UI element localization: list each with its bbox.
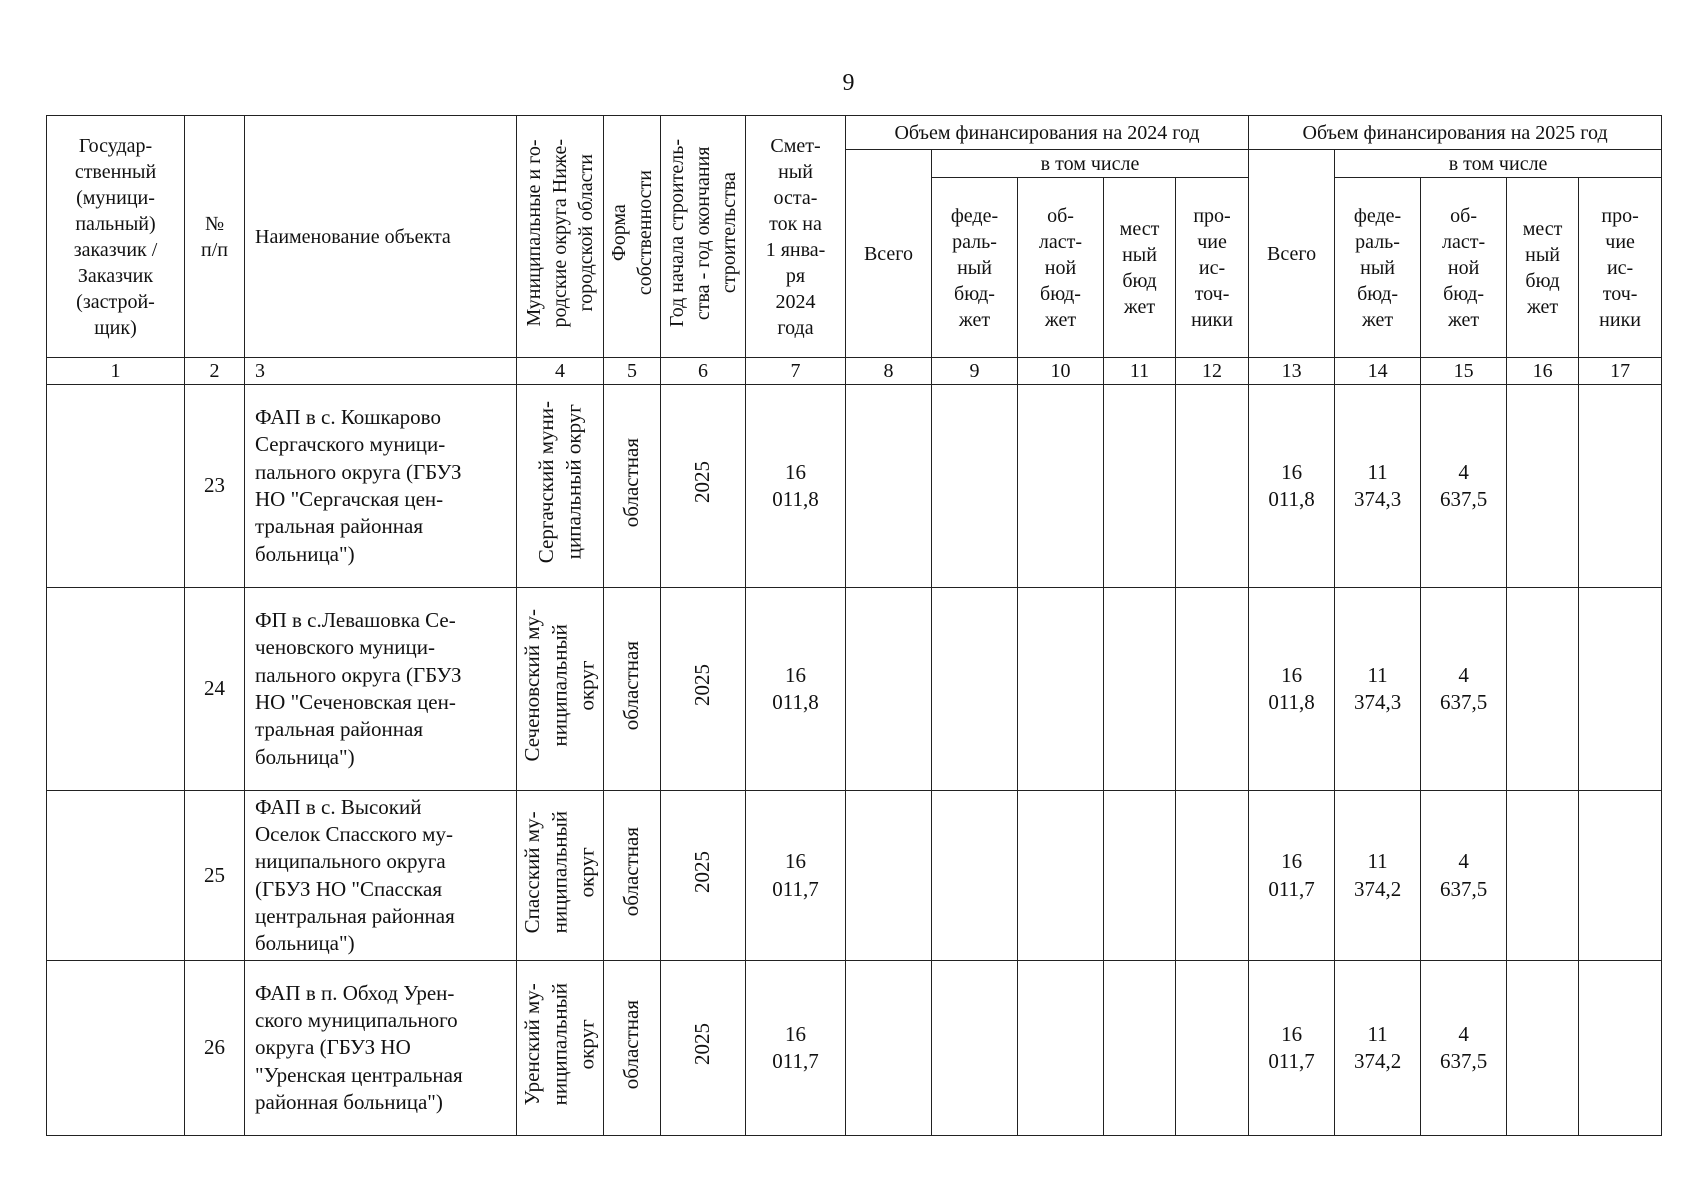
- header-district: Муниципальные и го- родские округа Ниже- городской области: [517, 116, 604, 358]
- district-cell: Спасский му- ниципальный округ: [517, 791, 604, 961]
- row-num-cell: 24: [185, 588, 245, 791]
- federal-2024-cell: [932, 385, 1018, 588]
- customer-cell: [47, 385, 185, 588]
- column-number-row: [47, 358, 1662, 385]
- row-num-cell: 25: [185, 791, 245, 961]
- column-number: 5: [604, 358, 661, 385]
- federal-2025-cell: 11 374,2: [1335, 791, 1421, 961]
- regional-2025-cell: 4 637,5: [1421, 961, 1507, 1136]
- regional-2025-cell: 4 637,5: [1421, 385, 1507, 588]
- column-number: 12: [1176, 358, 1249, 385]
- header-fin-2024: Объем финансирования на 2024 год: [846, 116, 1249, 150]
- page-number: 9: [842, 70, 855, 96]
- table-row: [47, 385, 1662, 588]
- total-2024-cell: [846, 791, 932, 961]
- column-number: 6: [661, 358, 746, 385]
- header-other-2024: про- чие ис- точ- ники: [1176, 178, 1249, 358]
- header-incl-2025: в том числе: [1335, 150, 1662, 178]
- column-number: 14: [1335, 358, 1421, 385]
- header-total-2024: Всего: [846, 150, 932, 358]
- other-2024-cell: [1176, 385, 1249, 588]
- ownership-cell: областная: [604, 791, 661, 961]
- district-cell: Уренский му- ниципальный округ: [517, 961, 604, 1136]
- local-2024-cell: [1104, 588, 1176, 791]
- estimate-cell: 16 011,7: [746, 961, 846, 1136]
- total-2024-cell: [846, 961, 932, 1136]
- customer-cell: [47, 961, 185, 1136]
- header-regional-2024: об- ласт- ной бюд- жет: [1018, 178, 1104, 358]
- year-cell: 2025: [661, 961, 746, 1136]
- table-row: [47, 961, 1662, 1136]
- header-other-2025: про- чие ис- точ- ники: [1579, 178, 1662, 358]
- ownership-cell: областная: [604, 385, 661, 588]
- column-number: 10: [1018, 358, 1104, 385]
- financing-table: [46, 115, 1662, 1136]
- local-2024-cell: [1104, 791, 1176, 961]
- header-fin-2025: Объем финансирования на 2025 год: [1249, 116, 1662, 150]
- regional-2025-cell: 4 637,5: [1421, 791, 1507, 961]
- column-number: 13: [1249, 358, 1335, 385]
- district-cell: Сеченовский му- ниципальный округ: [517, 588, 604, 791]
- total-2024-cell: [846, 588, 932, 791]
- regional-2024-cell: [1018, 385, 1104, 588]
- estimate-cell: 16 011,8: [746, 588, 846, 791]
- total-2025-cell: 16 011,7: [1249, 791, 1335, 961]
- header-total-2025: Всего: [1249, 150, 1335, 358]
- other-2025-cell: [1579, 791, 1662, 961]
- column-number: 9: [932, 358, 1018, 385]
- federal-2024-cell: [932, 791, 1018, 961]
- header-incl-2024: в том числе: [932, 150, 1249, 178]
- regional-2025-cell: 4 637,5: [1421, 588, 1507, 791]
- local-2025-cell: [1507, 385, 1579, 588]
- total-2025-cell: 16 011,7: [1249, 961, 1335, 1136]
- header-name: Наименование объекта: [245, 116, 517, 358]
- column-number: 8: [846, 358, 932, 385]
- regional-2024-cell: [1018, 588, 1104, 791]
- local-2024-cell: [1104, 385, 1176, 588]
- other-2024-cell: [1176, 961, 1249, 1136]
- other-2025-cell: [1579, 385, 1662, 588]
- local-2025-cell: [1507, 588, 1579, 791]
- local-2024-cell: [1104, 961, 1176, 1136]
- object-name-cell: ФАП в п. Обход Урен- ского муниципального округа (ГБУЗ НО "Уренская центральная районная больница"): [245, 961, 517, 1136]
- column-number: 7: [746, 358, 846, 385]
- other-2025-cell: [1579, 961, 1662, 1136]
- object-name-cell: ФП в с.Левашовка Се- ченовского муници- пального округа (ГБУЗ НО "Сеченовская цен- тральная районная больница"): [245, 588, 517, 791]
- total-2025-cell: 16 011,8: [1249, 385, 1335, 588]
- column-number: 3: [245, 358, 517, 385]
- local-2025-cell: [1507, 961, 1579, 1136]
- federal-2025-cell: 11 374,3: [1335, 385, 1421, 588]
- column-number: 17: [1579, 358, 1662, 385]
- district-cell: Сергачский муни- ципальный округ: [517, 385, 604, 588]
- header-estimate: Смет- ный оста- ток на 1 янва- ря 2024 года: [746, 116, 846, 358]
- table-row: [47, 588, 1662, 791]
- header-local-2025: мест ный бюд жет: [1507, 178, 1579, 358]
- other-2024-cell: [1176, 588, 1249, 791]
- column-number: 11: [1104, 358, 1176, 385]
- column-number: 1: [47, 358, 185, 385]
- regional-2024-cell: [1018, 961, 1104, 1136]
- header-years: Год начала строитель- ства - год окончания строительства: [661, 116, 746, 358]
- header-federal-2024: феде- раль- ный бюд- жет: [932, 178, 1018, 358]
- estimate-cell: 16 011,7: [746, 791, 846, 961]
- federal-2025-cell: 11 374,3: [1335, 588, 1421, 791]
- customer-cell: [47, 791, 185, 961]
- ownership-cell: областная: [604, 588, 661, 791]
- column-number: 15: [1421, 358, 1507, 385]
- total-2025-cell: 16 011,8: [1249, 588, 1335, 791]
- header-ownership: Форма собственности: [604, 116, 661, 358]
- other-2025-cell: [1579, 588, 1662, 791]
- object-name-cell: ФАП в с. Высокий Оселок Спасского му- ниципального округа (ГБУЗ НО "Спасская центральная районная больница"): [245, 791, 517, 961]
- ownership-cell: областная: [604, 961, 661, 1136]
- column-number: 2: [185, 358, 245, 385]
- header-regional-2025: об- ласт- ной бюд- жет: [1421, 178, 1507, 358]
- total-2024-cell: [846, 385, 932, 588]
- row-num-cell: 23: [185, 385, 245, 588]
- header-local-2024: мест ный бюд жет: [1104, 178, 1176, 358]
- federal-2024-cell: [932, 588, 1018, 791]
- customer-cell: [47, 588, 185, 791]
- estimate-cell: 16 011,8: [746, 385, 846, 588]
- federal-2025-cell: 11 374,2: [1335, 961, 1421, 1136]
- year-cell: 2025: [661, 385, 746, 588]
- year-cell: 2025: [661, 791, 746, 961]
- column-number: 16: [1507, 358, 1579, 385]
- local-2025-cell: [1507, 791, 1579, 961]
- header-federal-2025: феде- раль- ный бюд- жет: [1335, 178, 1421, 358]
- other-2024-cell: [1176, 791, 1249, 961]
- row-num-cell: 26: [185, 961, 245, 1136]
- federal-2024-cell: [932, 961, 1018, 1136]
- column-number: 4: [517, 358, 604, 385]
- header-num: № п/п: [185, 116, 245, 358]
- object-name-cell: ФАП в с. Кошкарово Сергачского муници- пального округа (ГБУЗ НО "Сергачская цен- тральная районная больница"): [245, 385, 517, 588]
- year-cell: 2025: [661, 588, 746, 791]
- table-row: [47, 791, 1662, 961]
- header-customer: Государ- ственный (муници- пальный) заказчик / Заказчик (застрой- щик): [47, 116, 185, 358]
- regional-2024-cell: [1018, 791, 1104, 961]
